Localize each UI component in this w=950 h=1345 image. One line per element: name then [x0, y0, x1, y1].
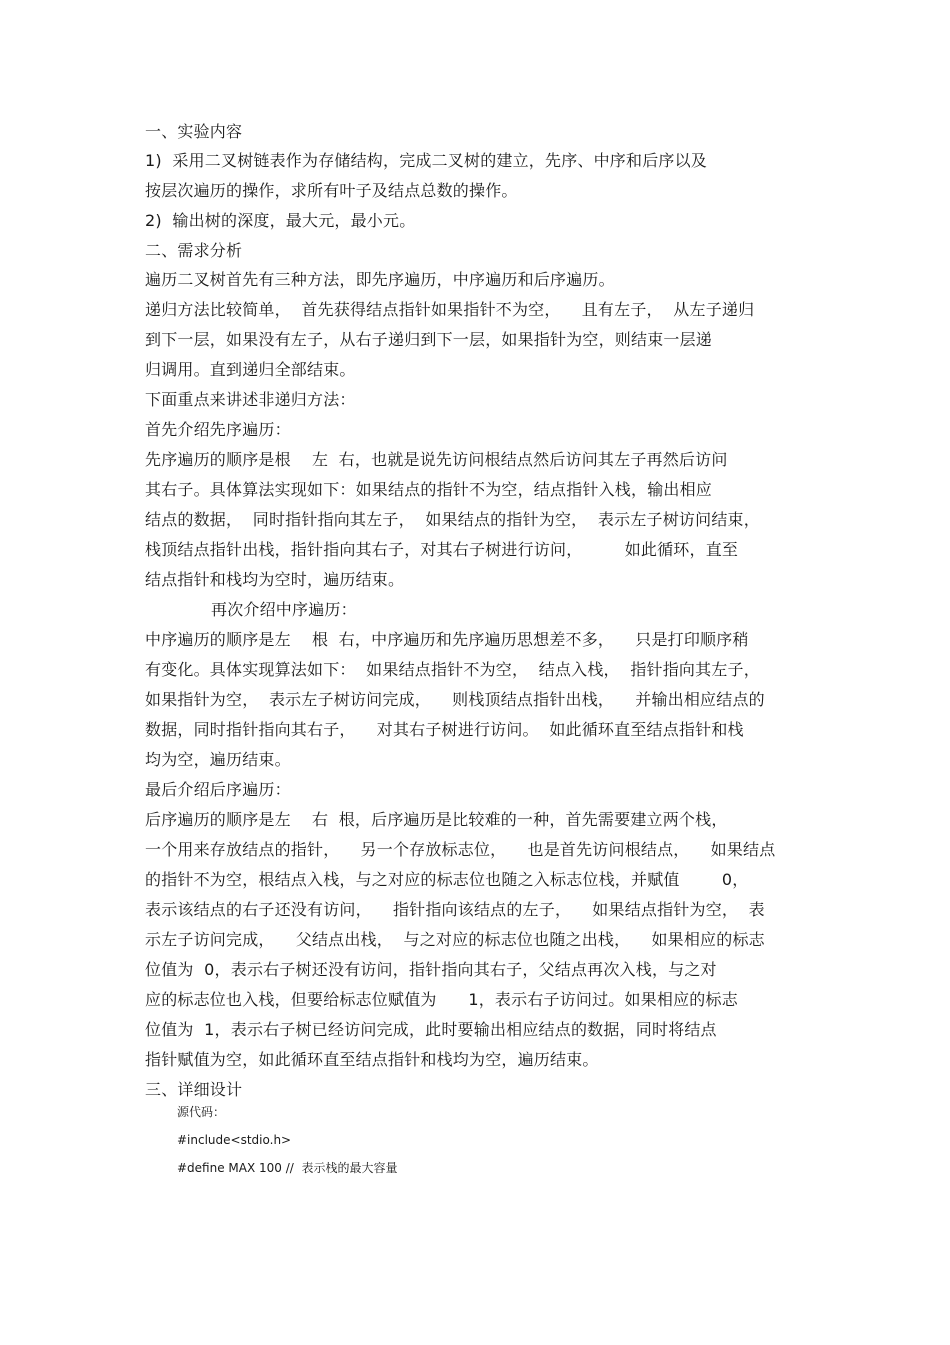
text-line: 2) 输出树的深度，最大元，最小元。 [145, 211, 416, 230]
text-line: 中序遍历的顺序是左 根 右，中序遍历和先序遍历思想差不多， 只是打印顺序稍 [145, 630, 749, 649]
subheading-postorder: 最后介绍后序遍历： [145, 780, 291, 799]
text-line: 其右子。具体算法实现如下：如果结点的指针不为空，结点指针入栈，输出相应 [145, 480, 713, 499]
text-line: 后序遍历的顺序是左 右 根，后序遍历是比较难的一种，首先需要建立两个栈， [145, 810, 728, 829]
section-heading-experiment-content: 一、实验内容 [145, 122, 243, 141]
document-body [145, 117, 810, 1182]
text-line: 结点指针和栈均为空时，遍历结束。 [145, 570, 405, 589]
subheading-inorder: 再次介绍中序遍历： [211, 600, 357, 619]
text-line: 结点的数据， 同时指针指向其左子， 如果结点的指针为空， 表示左子树访问结束， [145, 510, 760, 529]
text-line: 1) 采用二叉树链表作为存储结构，完成二叉树的建立，先序、中序和后序以及 [145, 151, 707, 170]
text-line: 下面重点来讲述非递归方法： [145, 390, 356, 409]
section-heading-detailed-design: 三、详细设计 [145, 1080, 243, 1099]
code-line: #define MAX 100 // 表示栈的最大容量 [177, 1161, 398, 1175]
text-line: 一个用来存放结点的指针， 另一个存放标志位， 也是首先访问根结点， 如果结点 [145, 840, 776, 859]
subheading-preorder: 首先介绍先序遍历： [145, 420, 291, 439]
text-line: 位值为 0，表示右子树还没有访问，指针指向其右子，父结点再次入栈，与之对 [145, 960, 717, 979]
text-line: 示左子访问完成， 父结点出栈， 与之对应的标志位也随之出栈， 如果相应的标志 [145, 930, 765, 949]
code-caption: 源代码： [177, 1105, 226, 1119]
section-heading-requirements-analysis: 二、需求分析 [145, 241, 243, 260]
code-line: #include<stdio.h> [177, 1133, 292, 1147]
text-line: 到下一层，如果没有左子，从右子递归到下一层，如果指针为空，则结束一层递 [145, 330, 713, 349]
text-line: 有变化。具体实现算法如下： 如果结点指针不为空， 结点入栈， 指针指向其左子， [145, 660, 760, 679]
text-line: 按层次遍历的操作，求所有叶子及结点总数的操作。 [145, 181, 518, 200]
text-line: 指针赋值为空，如此循环直至结点指针和栈均为空，遍历结束。 [145, 1050, 599, 1069]
text-line: 均为空，遍历结束。 [145, 750, 291, 769]
text-line: 如果指针为空， 表示左子树访问完成， 则栈顶结点指针出栈， 并输出相应结点的 [145, 690, 765, 709]
text-line: 的指针不为空，根结点入栈，与之对应的标志位也随之入标志位栈，并赋值 0， [145, 870, 749, 889]
text-line: 先序遍历的顺序是根 左 右，也就是说先访问根结点然后访问其左子再然后访问 [145, 450, 728, 469]
text-line: 栈顶结点指针出栈，指针指向其右子，对其右子树进行访问， 如此循环，直至 [145, 540, 739, 559]
text-line: 位值为 1，表示右子树已经访问完成，此时要输出相应结点的数据，同时将结点 [145, 1020, 717, 1039]
text-line: 递归方法比较简单， 首先获得结点指针如果指针不为空， 且有左子， 从左子递归 [145, 300, 755, 319]
text-line: 表示该结点的右子还没有访问， 指针指向该结点的左子， 如果结点指针为空， 表 [145, 900, 765, 919]
text-line: 应的标志位也入栈，但要给标志位赋值为 1，表示右子访问过。如果相应的标志 [145, 990, 738, 1009]
text-line: 归调用。直到递归全部结束。 [145, 360, 356, 379]
text-line: 遍历二叉树首先有三种方法，即先序遍历，中序遍历和后序遍历。 [145, 270, 615, 289]
text-line: 数据，同时指针指向其右子， 对其右子树进行访问。 如此循环直至结点指针和栈 [145, 720, 744, 739]
